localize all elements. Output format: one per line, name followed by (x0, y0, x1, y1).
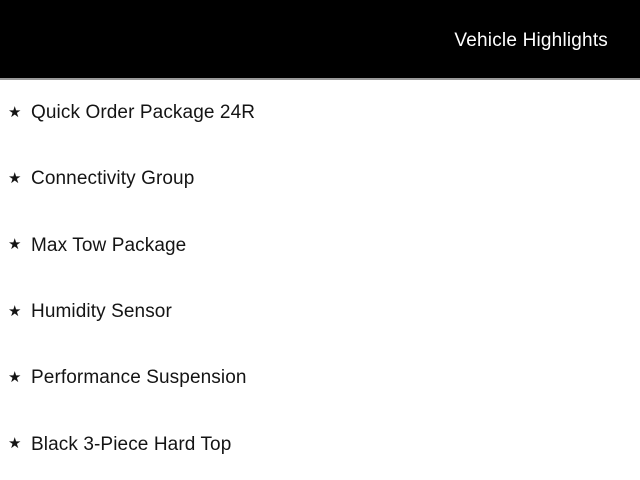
list-item (0, 80, 640, 146)
list-item (0, 412, 640, 478)
star-icon: ★ (8, 302, 22, 320)
list-item (0, 345, 640, 411)
star-icon: ★ (8, 169, 22, 187)
star-icon: ★ (8, 435, 22, 453)
highlights-list (0, 80, 640, 478)
star-icon: ★ (8, 368, 22, 386)
star-icon: ★ (8, 103, 22, 121)
header-bar (0, 0, 640, 80)
highlight-label: Performance Suspension (31, 367, 247, 389)
list-item (0, 146, 640, 212)
highlight-label: Connectivity Group (31, 168, 195, 190)
list-item (0, 213, 640, 279)
highlight-label: Humidity Sensor (31, 301, 172, 323)
star-icon: ★ (8, 236, 22, 254)
highlight-label: Quick Order Package 24R (31, 102, 256, 124)
highlight-label: Max Tow Package (31, 234, 187, 256)
list-item (0, 279, 640, 345)
highlight-label: Black 3-Piece Hard Top (31, 433, 232, 455)
page-title: Vehicle Highlights (454, 30, 608, 51)
